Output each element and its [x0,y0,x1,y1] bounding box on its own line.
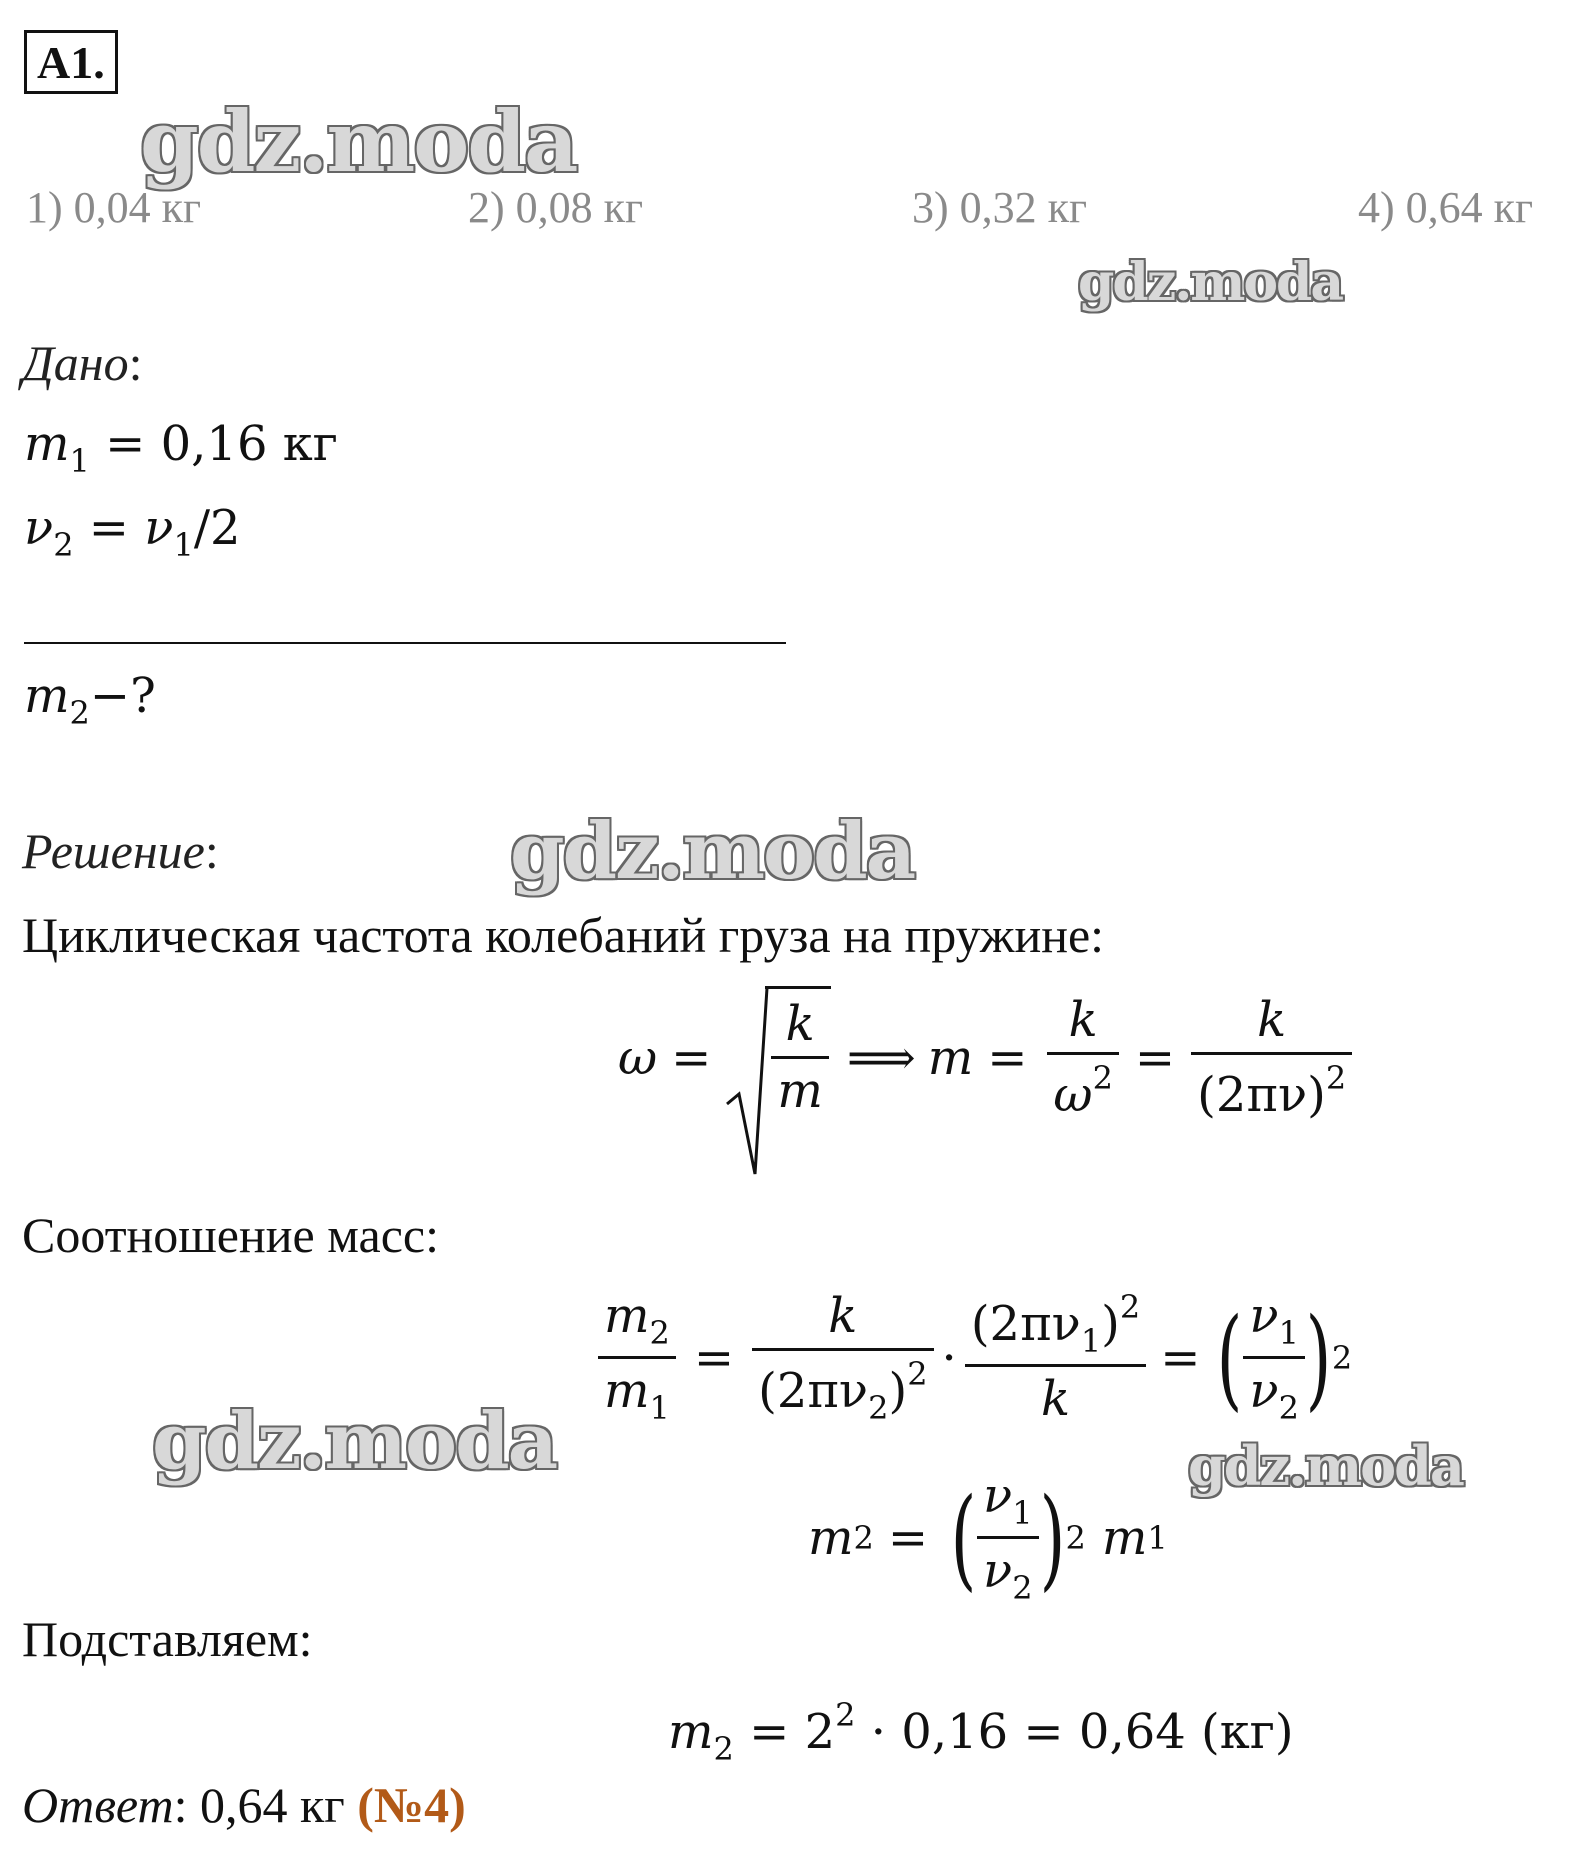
formula-omega: ω = $\frac{k}{m}$ ⟹ m = $\frac{k}{\omega^2}$ = $\frac{k}{(2\pi\nu)^2}$ [618,992,1358,1123]
watermark: gdz.moda [510,806,915,897]
radical-icon [725,984,769,1184]
answer-option-3: 3) 0,32 кг [912,183,1088,232]
given-mass-1: $m_1 = 0,16$ кг [24,416,338,480]
answer-value: 0,64 кг [187,1777,358,1833]
answer-label: Ответ [22,1777,174,1833]
solution-label: Решение: [22,823,219,879]
watermark: gdz.moda [152,1396,557,1487]
answer-option-1: 1) 0,04 кг [26,183,202,232]
answer-line: Ответ: 0,64 кг (№4) [22,1777,466,1833]
answer-option-4: 4) 0,64 кг [1358,183,1534,232]
answer-option-2: 2) 0,08 кг [468,183,644,232]
watermark: gdz.moda [140,92,577,191]
given-frequency-ratio: $\nu_2 = \nu_1/2$ [24,500,241,564]
formula-mass-ratio: $\frac{m_2}{m_1}$ = $\frac{k}{(2\pi\nu_2)^2}$ · $\frac{(2\pi\nu_1)^2}{k}$ = ( $\frac{\nu_1}{\nu_2}$ ) 2 [592,1288,1352,1427]
formula-final: $m_2 = 2^2 \cdot 0,16 = 0,64$ (кг) [668,1696,1294,1768]
solution-text-frequency: Циклическая частота колебаний груза на пружине: [22,907,1105,963]
find-mass-2: $m_2-$? [24,668,156,732]
watermark: gdz.moda [1078,252,1343,313]
answer-number: (№4) [357,1777,466,1833]
given-divider [24,642,786,644]
solution-text-mass-ratio: Соотношение масс: [22,1207,439,1263]
sqrt-sign: $\frac{k}{m}$ [725,996,835,1119]
given-label: Дано: [22,335,143,391]
watermark: gdz.moda [1188,1434,1463,1498]
task-badge: A1. [24,30,118,94]
formula-mass-2: m 2 = ( $\frac{\nu_1}{\nu_2}$ ) 2 m 1 [808,1468,1168,1607]
solution-text-substitute: Подставляем: [22,1611,313,1667]
